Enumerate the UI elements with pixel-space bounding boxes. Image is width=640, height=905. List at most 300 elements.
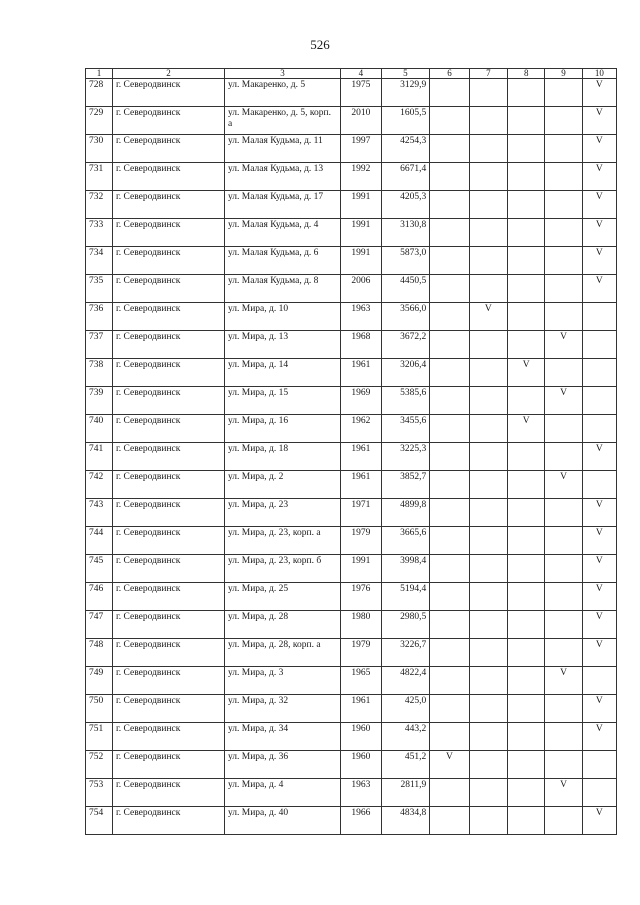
row-city: г. Северодвинск bbox=[112, 443, 224, 471]
flag-col-7 bbox=[469, 667, 507, 695]
row-area: 3129,9 bbox=[381, 79, 430, 107]
flag-col-7 bbox=[469, 555, 507, 583]
flag-col-9: V bbox=[545, 331, 582, 359]
flag-col-6 bbox=[430, 359, 469, 387]
flag-col-10 bbox=[582, 303, 616, 331]
flag-col-7 bbox=[469, 247, 507, 275]
flag-col-9: V bbox=[545, 471, 582, 499]
row-area: 2811,9 bbox=[381, 779, 430, 807]
flag-col-6 bbox=[430, 639, 469, 667]
flag-col-6 bbox=[430, 723, 469, 751]
row-year: 1960 bbox=[341, 751, 381, 779]
flag-col-9: V bbox=[545, 667, 582, 695]
flag-col-8 bbox=[508, 303, 545, 331]
flag-col-7 bbox=[469, 695, 507, 723]
flag-col-9 bbox=[545, 639, 582, 667]
flag-col-6 bbox=[430, 807, 469, 835]
row-year: 1991 bbox=[341, 191, 381, 219]
flag-col-6 bbox=[430, 471, 469, 499]
table-row bbox=[86, 751, 617, 779]
column-header: 8 bbox=[508, 69, 545, 79]
row-city: г. Северодвинск bbox=[112, 527, 224, 555]
flag-col-6 bbox=[430, 779, 469, 807]
flag-col-9 bbox=[545, 443, 582, 471]
flag-col-10 bbox=[582, 359, 616, 387]
row-area: 4205,3 bbox=[381, 191, 430, 219]
flag-col-10 bbox=[582, 779, 616, 807]
row-address: ул. Мира, д. 36 bbox=[224, 751, 340, 779]
column-header: 1 bbox=[86, 69, 113, 79]
flag-col-8 bbox=[508, 247, 545, 275]
row-area: 3225,3 bbox=[381, 443, 430, 471]
flag-col-6 bbox=[430, 387, 469, 415]
row-year: 1966 bbox=[341, 807, 381, 835]
flag-col-6 bbox=[430, 611, 469, 639]
row-year: 1991 bbox=[341, 219, 381, 247]
table-row bbox=[86, 331, 617, 359]
row-number: 754 bbox=[86, 807, 113, 835]
flag-col-9 bbox=[545, 191, 582, 219]
row-address: ул. Мира, д. 3 bbox=[224, 667, 340, 695]
flag-col-7 bbox=[469, 275, 507, 303]
row-city: г. Северодвинск bbox=[112, 639, 224, 667]
table-body bbox=[86, 79, 617, 835]
flag-col-10 bbox=[582, 471, 616, 499]
flag-col-10: V bbox=[582, 611, 616, 639]
table-row bbox=[86, 107, 617, 135]
row-city: г. Северодвинск bbox=[112, 79, 224, 107]
table-row bbox=[86, 807, 617, 835]
table-row bbox=[86, 163, 617, 191]
row-address: ул. Мира, д. 34 bbox=[224, 723, 340, 751]
flag-col-10 bbox=[582, 415, 616, 443]
table-row bbox=[86, 387, 617, 415]
flag-col-6 bbox=[430, 107, 469, 135]
row-city: г. Северодвинск bbox=[112, 359, 224, 387]
row-area: 4834,8 bbox=[381, 807, 430, 835]
flag-col-9 bbox=[545, 611, 582, 639]
flag-col-7 bbox=[469, 331, 507, 359]
row-address: ул. Мира, д. 13 bbox=[224, 331, 340, 359]
table-row bbox=[86, 191, 617, 219]
flag-col-10: V bbox=[582, 555, 616, 583]
flag-col-9: V bbox=[545, 779, 582, 807]
flag-col-7 bbox=[469, 415, 507, 443]
flag-col-7 bbox=[469, 779, 507, 807]
row-year: 2006 bbox=[341, 275, 381, 303]
row-number: 749 bbox=[86, 667, 113, 695]
table-row bbox=[86, 779, 617, 807]
flag-col-10 bbox=[582, 751, 616, 779]
flag-col-7 bbox=[469, 723, 507, 751]
row-city: г. Северодвинск bbox=[112, 331, 224, 359]
flag-col-6: V bbox=[430, 751, 469, 779]
row-city: г. Северодвинск bbox=[112, 219, 224, 247]
row-year: 1979 bbox=[341, 639, 381, 667]
column-header: 9 bbox=[545, 69, 582, 79]
flag-col-7 bbox=[469, 611, 507, 639]
row-number: 741 bbox=[86, 443, 113, 471]
flag-col-8: V bbox=[508, 415, 545, 443]
row-address: ул. Мира, д. 28, корп. а bbox=[224, 639, 340, 667]
row-year: 1963 bbox=[341, 303, 381, 331]
row-year: 1960 bbox=[341, 723, 381, 751]
row-year: 1975 bbox=[341, 79, 381, 107]
row-area: 3672,2 bbox=[381, 331, 430, 359]
table-row bbox=[86, 219, 617, 247]
row-address: ул. Мира, д. 15 bbox=[224, 387, 340, 415]
flag-col-6 bbox=[430, 583, 469, 611]
table-row bbox=[86, 275, 617, 303]
column-header: 2 bbox=[112, 69, 224, 79]
row-number: 738 bbox=[86, 359, 113, 387]
row-year: 1979 bbox=[341, 527, 381, 555]
row-area: 4822,4 bbox=[381, 667, 430, 695]
flag-col-10 bbox=[582, 387, 616, 415]
flag-col-8 bbox=[508, 583, 545, 611]
row-area: 3566,0 bbox=[381, 303, 430, 331]
row-area: 4899,8 bbox=[381, 499, 430, 527]
row-area: 3206,4 bbox=[381, 359, 430, 387]
row-year: 1961 bbox=[341, 471, 381, 499]
row-city: г. Северодвинск bbox=[112, 415, 224, 443]
flag-col-9 bbox=[545, 219, 582, 247]
row-number: 737 bbox=[86, 331, 113, 359]
row-number: 751 bbox=[86, 723, 113, 751]
flag-col-9 bbox=[545, 695, 582, 723]
column-header: 10 bbox=[582, 69, 616, 79]
row-year: 1992 bbox=[341, 163, 381, 191]
row-area: 3455,6 bbox=[381, 415, 430, 443]
flag-col-10: V bbox=[582, 219, 616, 247]
row-area: 3130,8 bbox=[381, 219, 430, 247]
column-header: 7 bbox=[469, 69, 507, 79]
row-address: ул. Мира, д. 23 bbox=[224, 499, 340, 527]
row-year: 1961 bbox=[341, 695, 381, 723]
flag-col-6 bbox=[430, 247, 469, 275]
flag-col-8 bbox=[508, 471, 545, 499]
row-area: 3998,4 bbox=[381, 555, 430, 583]
flag-col-10: V bbox=[582, 247, 616, 275]
flag-col-10: V bbox=[582, 695, 616, 723]
row-number: 745 bbox=[86, 555, 113, 583]
row-area: 5194,4 bbox=[381, 583, 430, 611]
row-city: г. Северодвинск bbox=[112, 303, 224, 331]
row-number: 747 bbox=[86, 611, 113, 639]
flag-col-9 bbox=[545, 583, 582, 611]
row-year: 1969 bbox=[341, 387, 381, 415]
flag-col-7 bbox=[469, 583, 507, 611]
row-number: 739 bbox=[86, 387, 113, 415]
row-year: 1962 bbox=[341, 415, 381, 443]
row-city: г. Северодвинск bbox=[112, 779, 224, 807]
row-number: 742 bbox=[86, 471, 113, 499]
flag-col-10: V bbox=[582, 275, 616, 303]
flag-col-7 bbox=[469, 471, 507, 499]
row-city: г. Северодвинск bbox=[112, 695, 224, 723]
column-header: 6 bbox=[430, 69, 469, 79]
row-number: 734 bbox=[86, 247, 113, 275]
table-row bbox=[86, 359, 617, 387]
row-year: 1976 bbox=[341, 583, 381, 611]
table-row bbox=[86, 527, 617, 555]
flag-col-10: V bbox=[582, 807, 616, 835]
row-address: ул. Мира, д. 16 bbox=[224, 415, 340, 443]
registry-table bbox=[85, 68, 617, 835]
flag-col-6 bbox=[430, 163, 469, 191]
row-area: 5873,0 bbox=[381, 247, 430, 275]
row-city: г. Северодвинск bbox=[112, 751, 224, 779]
flag-col-10: V bbox=[582, 723, 616, 751]
row-year: 2010 bbox=[341, 107, 381, 135]
flag-col-7 bbox=[469, 191, 507, 219]
row-number: 753 bbox=[86, 779, 113, 807]
row-city: г. Северодвинск bbox=[112, 135, 224, 163]
row-address: ул. Мира, д. 23, корп. а bbox=[224, 527, 340, 555]
flag-col-8 bbox=[508, 191, 545, 219]
flag-col-10: V bbox=[582, 499, 616, 527]
table-row bbox=[86, 471, 617, 499]
flag-col-8 bbox=[508, 443, 545, 471]
flag-col-10: V bbox=[582, 191, 616, 219]
flag-col-8 bbox=[508, 807, 545, 835]
row-number: 736 bbox=[86, 303, 113, 331]
flag-col-10: V bbox=[582, 163, 616, 191]
row-year: 1971 bbox=[341, 499, 381, 527]
row-address: ул. Мира, д. 4 bbox=[224, 779, 340, 807]
row-year: 1991 bbox=[341, 555, 381, 583]
flag-col-8 bbox=[508, 555, 545, 583]
row-area: 3226,7 bbox=[381, 639, 430, 667]
row-year: 1963 bbox=[341, 779, 381, 807]
flag-col-10 bbox=[582, 667, 616, 695]
flag-col-6 bbox=[430, 667, 469, 695]
flag-col-8 bbox=[508, 219, 545, 247]
flag-col-10: V bbox=[582, 527, 616, 555]
table-row bbox=[86, 555, 617, 583]
flag-col-10: V bbox=[582, 135, 616, 163]
row-number: 732 bbox=[86, 191, 113, 219]
flag-col-8 bbox=[508, 751, 545, 779]
row-number: 743 bbox=[86, 499, 113, 527]
table-row bbox=[86, 583, 617, 611]
flag-col-7 bbox=[469, 639, 507, 667]
row-year: 1961 bbox=[341, 359, 381, 387]
row-address: ул. Макаренко, д. 5 bbox=[224, 79, 340, 107]
flag-col-10: V bbox=[582, 443, 616, 471]
flag-col-7 bbox=[469, 219, 507, 247]
flag-col-8 bbox=[508, 135, 545, 163]
row-area: 2980,5 bbox=[381, 611, 430, 639]
flag-col-8 bbox=[508, 275, 545, 303]
flag-col-10: V bbox=[582, 79, 616, 107]
flag-col-7 bbox=[469, 807, 507, 835]
row-number: 744 bbox=[86, 527, 113, 555]
header-row bbox=[86, 69, 617, 79]
flag-col-6 bbox=[430, 499, 469, 527]
row-address: ул. Мира, д. 10 bbox=[224, 303, 340, 331]
row-address: ул. Мира, д. 18 bbox=[224, 443, 340, 471]
flag-col-7 bbox=[469, 135, 507, 163]
row-address: ул. Мира, д. 14 bbox=[224, 359, 340, 387]
flag-col-8 bbox=[508, 611, 545, 639]
row-area: 5385,6 bbox=[381, 387, 430, 415]
row-city: г. Северодвинск bbox=[112, 387, 224, 415]
flag-col-7 bbox=[469, 79, 507, 107]
table-row bbox=[86, 723, 617, 751]
row-city: г. Северодвинск bbox=[112, 667, 224, 695]
flag-col-8 bbox=[508, 695, 545, 723]
row-area: 451,2 bbox=[381, 751, 430, 779]
row-number: 729 bbox=[86, 107, 113, 135]
page-number: 526 bbox=[310, 37, 330, 52]
row-number: 740 bbox=[86, 415, 113, 443]
flag-col-8 bbox=[508, 79, 545, 107]
row-address: ул. Малая Кудьма, д. 4 bbox=[224, 219, 340, 247]
flag-col-6 bbox=[430, 191, 469, 219]
row-address: ул. Макаренко, д. 5, корп. а bbox=[224, 107, 340, 135]
row-number: 731 bbox=[86, 163, 113, 191]
flag-col-8 bbox=[508, 331, 545, 359]
table-row bbox=[86, 499, 617, 527]
row-address: ул. Мира, д. 23, корп. б bbox=[224, 555, 340, 583]
flag-col-10 bbox=[582, 331, 616, 359]
row-city: г. Северодвинск bbox=[112, 471, 224, 499]
flag-col-6 bbox=[430, 303, 469, 331]
flag-col-8 bbox=[508, 667, 545, 695]
row-address: ул. Мира, д. 40 bbox=[224, 807, 340, 835]
row-number: 730 bbox=[86, 135, 113, 163]
flag-col-7 bbox=[469, 359, 507, 387]
row-address: ул. Мира, д. 2 bbox=[224, 471, 340, 499]
row-area: 3665,6 bbox=[381, 527, 430, 555]
row-area: 3852,7 bbox=[381, 471, 430, 499]
row-number: 748 bbox=[86, 639, 113, 667]
flag-col-10: V bbox=[582, 107, 616, 135]
flag-col-8 bbox=[508, 723, 545, 751]
row-area: 425,0 bbox=[381, 695, 430, 723]
row-number: 735 bbox=[86, 275, 113, 303]
flag-col-6 bbox=[430, 415, 469, 443]
flag-col-8 bbox=[508, 163, 545, 191]
flag-col-7: V bbox=[469, 303, 507, 331]
table-row bbox=[86, 303, 617, 331]
flag-col-6 bbox=[430, 695, 469, 723]
table-row bbox=[86, 667, 617, 695]
row-city: г. Северодвинск bbox=[112, 499, 224, 527]
table-row bbox=[86, 135, 617, 163]
flag-col-6 bbox=[430, 135, 469, 163]
table-row bbox=[86, 443, 617, 471]
row-city: г. Северодвинск bbox=[112, 247, 224, 275]
flag-col-6 bbox=[430, 275, 469, 303]
row-city: г. Северодвинск bbox=[112, 191, 224, 219]
flag-col-6 bbox=[430, 527, 469, 555]
flag-col-7 bbox=[469, 751, 507, 779]
flag-col-7 bbox=[469, 527, 507, 555]
row-number: 746 bbox=[86, 583, 113, 611]
flag-col-9: V bbox=[545, 387, 582, 415]
column-header: 3 bbox=[224, 69, 340, 79]
flag-col-7 bbox=[469, 163, 507, 191]
column-header: 5 bbox=[381, 69, 430, 79]
row-city: г. Северодвинск bbox=[112, 807, 224, 835]
flag-col-8 bbox=[508, 499, 545, 527]
flag-col-10: V bbox=[582, 583, 616, 611]
flag-col-8 bbox=[508, 107, 545, 135]
row-area: 4254,3 bbox=[381, 135, 430, 163]
flag-col-8 bbox=[508, 779, 545, 807]
table-row bbox=[86, 79, 617, 107]
flag-col-9 bbox=[545, 499, 582, 527]
flag-col-9 bbox=[545, 303, 582, 331]
flag-col-8: V bbox=[508, 359, 545, 387]
flag-col-10: V bbox=[582, 639, 616, 667]
table-row bbox=[86, 247, 617, 275]
row-city: г. Северодвинск bbox=[112, 611, 224, 639]
flag-col-8 bbox=[508, 387, 545, 415]
flag-col-9 bbox=[545, 723, 582, 751]
flag-col-9 bbox=[545, 415, 582, 443]
flag-col-9 bbox=[545, 751, 582, 779]
row-address: ул. Малая Кудьма, д. 8 bbox=[224, 275, 340, 303]
table-row bbox=[86, 695, 617, 723]
row-city: г. Северодвинск bbox=[112, 583, 224, 611]
row-address: ул. Мира, д. 28 bbox=[224, 611, 340, 639]
row-address: ул. Мира, д. 25 bbox=[224, 583, 340, 611]
flag-col-9 bbox=[545, 359, 582, 387]
row-city: г. Северодвинск bbox=[112, 107, 224, 135]
flag-col-9 bbox=[545, 807, 582, 835]
row-year: 1968 bbox=[341, 331, 381, 359]
flag-col-9 bbox=[545, 247, 582, 275]
flag-col-9 bbox=[545, 555, 582, 583]
row-number: 752 bbox=[86, 751, 113, 779]
row-address: ул. Малая Кудьма, д. 17 bbox=[224, 191, 340, 219]
flag-col-9 bbox=[545, 135, 582, 163]
flag-col-7 bbox=[469, 387, 507, 415]
flag-col-7 bbox=[469, 499, 507, 527]
flag-col-9 bbox=[545, 107, 582, 135]
table-row bbox=[86, 415, 617, 443]
flag-col-8 bbox=[508, 639, 545, 667]
flag-col-6 bbox=[430, 79, 469, 107]
row-number: 750 bbox=[86, 695, 113, 723]
row-year: 1965 bbox=[341, 667, 381, 695]
flag-col-6 bbox=[430, 443, 469, 471]
row-area: 4450,5 bbox=[381, 275, 430, 303]
row-area: 1605,5 bbox=[381, 107, 430, 135]
table-row bbox=[86, 611, 617, 639]
table-header bbox=[86, 69, 617, 79]
flag-col-6 bbox=[430, 555, 469, 583]
flag-col-9 bbox=[545, 163, 582, 191]
row-year: 1991 bbox=[341, 247, 381, 275]
table-row bbox=[86, 639, 617, 667]
row-city: г. Северодвинск bbox=[112, 555, 224, 583]
row-address: ул. Малая Кудьма, д. 6 bbox=[224, 247, 340, 275]
flag-col-9 bbox=[545, 79, 582, 107]
row-year: 1997 bbox=[341, 135, 381, 163]
row-city: г. Северодвинск bbox=[112, 275, 224, 303]
row-number: 733 bbox=[86, 219, 113, 247]
row-area: 443,2 bbox=[381, 723, 430, 751]
column-header: 4 bbox=[341, 69, 381, 79]
flag-col-9 bbox=[545, 275, 582, 303]
flag-col-7 bbox=[469, 107, 507, 135]
row-address: ул. Мира, д. 32 bbox=[224, 695, 340, 723]
row-number: 728 bbox=[86, 79, 113, 107]
